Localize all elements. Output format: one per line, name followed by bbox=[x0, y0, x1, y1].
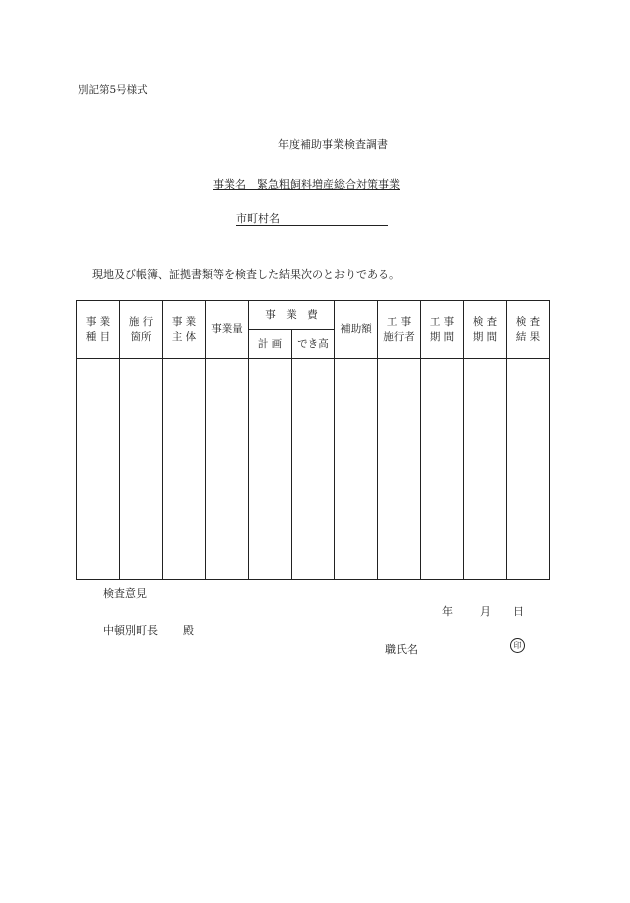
header-period: 工 事 期 間 bbox=[421, 301, 464, 359]
date-month: 月 bbox=[480, 605, 491, 618]
cell-body bbox=[163, 359, 206, 580]
project-title: 緊急粗飼料増産総合対策事業 bbox=[257, 178, 400, 191]
header-cost-done: でき高 bbox=[292, 330, 335, 359]
header-result: 検 査 結 果 bbox=[507, 301, 550, 359]
cell-cost-done bbox=[292, 359, 335, 580]
municipality-field: 市町村名 bbox=[236, 212, 388, 226]
header-cost: 事 業 費 bbox=[249, 301, 335, 330]
header-contractor: 工 事 施行者 bbox=[378, 301, 421, 359]
header-type: 事 業 種 目 bbox=[77, 301, 120, 359]
date-day: 日 bbox=[513, 605, 524, 618]
cell-contractor bbox=[378, 359, 421, 580]
header-subsidy: 補助額 bbox=[335, 301, 378, 359]
header-insp-period: 検 査 期 間 bbox=[464, 301, 507, 359]
inspection-table bbox=[76, 300, 550, 580]
cell-volume bbox=[206, 359, 249, 580]
document-title: 年度補助事業検査調書 bbox=[278, 138, 388, 151]
cell-insp-period bbox=[464, 359, 507, 580]
intro-text: 現地及び帳簿、証拠書類等を検査した結果次のとおりである。 bbox=[92, 268, 400, 281]
addressee: 中頓別町長 bbox=[103, 624, 158, 637]
cell-period bbox=[421, 359, 464, 580]
cell-subsidy bbox=[335, 359, 378, 580]
header-body: 事 業 主 体 bbox=[163, 301, 206, 359]
cell-site bbox=[120, 359, 163, 580]
header-cost-plan: 計 画 bbox=[249, 330, 292, 359]
addressee-suffix: 殿 bbox=[183, 624, 194, 637]
header-site: 施 行 箇所 bbox=[120, 301, 163, 359]
header-volume: 事業量 bbox=[206, 301, 249, 359]
table-body-row bbox=[77, 359, 550, 580]
project-label: 事業名 bbox=[213, 178, 246, 191]
project-name bbox=[213, 176, 400, 192]
cell-cost-plan bbox=[249, 359, 292, 580]
date-year: 年 bbox=[442, 605, 453, 618]
cell-type bbox=[77, 359, 120, 580]
opinion-label: 検査意見 bbox=[103, 587, 147, 600]
form-id: 別記第5号様式 bbox=[78, 84, 148, 96]
seal-icon: 印 bbox=[510, 638, 525, 653]
official-name-label: 職氏名 bbox=[385, 643, 418, 656]
cell-result bbox=[507, 359, 550, 580]
